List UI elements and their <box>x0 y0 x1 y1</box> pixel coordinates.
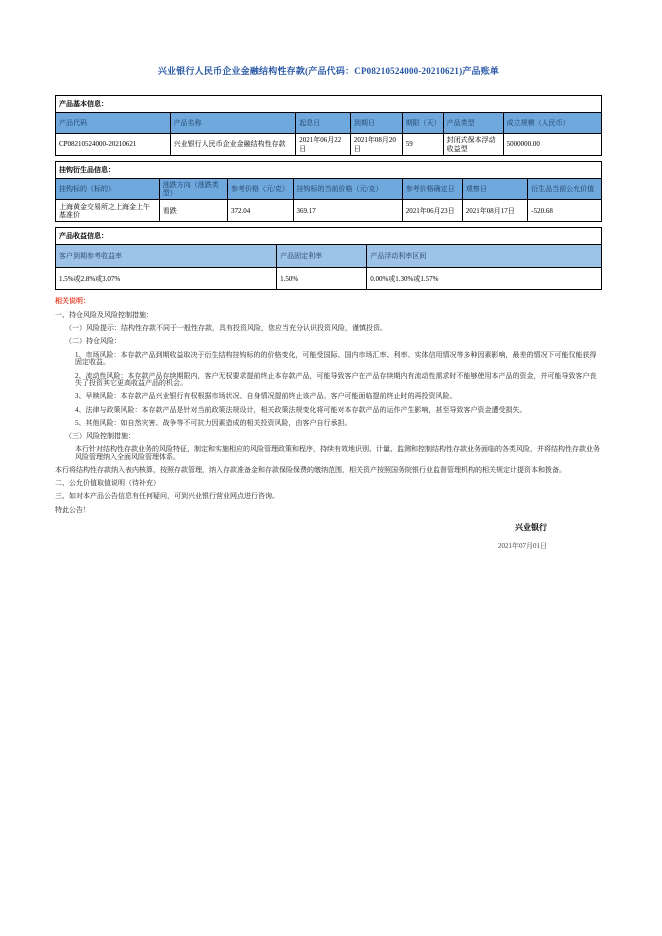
basic-info-term-days: 59 <box>402 134 443 156</box>
note-line: （一）风险提示：结构性存款不同于一般性存款，具有投资风险，您应当充分认识投资风险，谨慎投资。 <box>65 324 387 333</box>
income-header-fixed-rate: 产品固定利率 <box>277 245 367 268</box>
basic-info-product-code: CP08210524000-20210621 <box>56 134 171 156</box>
derivative-underlying: 上海黄金交易所之上海金上午基准价 <box>56 200 160 222</box>
basic-info-header-value-date: 起息日 <box>296 113 351 134</box>
footer-date: 2021年07月01日 <box>498 542 547 551</box>
derivative-current-price: 369.17 <box>293 200 402 222</box>
note-line: 三、如对本产品公告信息有任何疑问，可到兴业银行营业网点进行咨询。 <box>55 492 279 501</box>
note-line: 一、持仓风险及风险控制措施： <box>55 311 153 320</box>
basic-info-header-product-type: 产品类型 <box>443 113 503 134</box>
income-header-reference-yield: 客户到期参考收益率 <box>56 245 277 268</box>
derivative-header-current-price: 挂钩标的当前价格（元/克） <box>293 179 402 200</box>
footer-signature <box>55 522 602 551</box>
derivative-header-fair-value: 衍生品当前公允价值 <box>528 179 602 200</box>
notes-label: 相关说明： <box>55 297 90 306</box>
footer-bank-name: 兴业银行 <box>515 523 547 533</box>
derivative-header-direction: 涨跌方向（涨跌类型） <box>159 179 227 200</box>
note-line: 本行将结构性存款纳入表内核算，按照存款管理，纳入存款准备金和存款保险保费的缴纳范围，相关资产按照国务院银行业监督管理机构的相关规定计提资本和拨备。 <box>55 466 566 475</box>
derivative-info-table <box>55 161 602 222</box>
basic-info-section-title: 产品基本信息： <box>56 96 602 113</box>
page-title: 兴业银行人民币企业金融结构性存款(产品代码：CP08210524000-20210621)产品账单 <box>157 66 500 76</box>
income-reference-yield: 1.5%或2.8%或3.07% <box>56 268 277 290</box>
basic-info-product-name: 兴业银行人民币企业金融结构性存款 <box>170 134 296 156</box>
note-line: 1、市场风险：本存款产品到期收益取决于衍生结构挂钩标的的价格变化，可能受国际、国内市场汇率、利率、实体信用情况等多种因素影响，最差的情况下可能仅能获得固定收益。 <box>75 350 597 367</box>
derivative-header-underlying: 挂钩标的（标的） <box>56 179 160 200</box>
derivative-info-row <box>56 200 602 222</box>
notes-section <box>55 312 602 514</box>
basic-info-header-maturity-date: 到期日 <box>350 113 402 134</box>
derivative-direction: 看跌 <box>159 200 227 222</box>
derivative-header-reference-date: 参考价格确定日 <box>402 179 462 200</box>
derivative-header-reference-price: 参考价格（元/克） <box>227 179 293 200</box>
income-info-table <box>55 227 602 290</box>
income-info-section-title: 产品收益信息： <box>56 228 602 245</box>
note-line: （三）风险控制措施： <box>65 431 135 440</box>
basic-info-value-date: 2021年06月22日 <box>296 134 351 156</box>
income-info-row <box>56 268 602 290</box>
derivative-header-observation-date: 观察日 <box>462 179 528 200</box>
note-line: 2、流动性风险：本存款产品存续期限内，客户无权要求提前终止本存款产品，可能导致客户在产品存续期内有流动性需求时不能够使用本产品的资金，并可能导致客户丧失了投资其它更高收益产品的机会。 <box>75 371 597 388</box>
note-line: 3、早赎风险：本存款产品兴业银行有权根据市场状况、自身情况提前终止该产品。客户可能面临提前终止时的再投资风险。 <box>75 392 457 401</box>
income-floating-range: 0.00%或1.30%或1.57% <box>367 268 602 290</box>
income-header-floating-range: 产品浮动利率区间 <box>367 245 602 268</box>
note-line: 5、其他风险：如自然灾害、战争等不可抗力因素造成的相关投资风险，由客户自行承担。 <box>75 418 352 427</box>
basic-info-header-term-days: 期限（天） <box>402 113 443 134</box>
basic-info-header-product-name: 产品名称 <box>170 113 296 134</box>
basic-info-maturity-date: 2021年08月20日 <box>350 134 402 156</box>
basic-info-table <box>55 95 602 156</box>
basic-info-row <box>56 134 602 156</box>
note-line: 二、公允价值取值说明（待补充） <box>55 479 160 488</box>
derivative-reference-date: 2021年06月23日 <box>402 200 462 222</box>
note-line: 本行针对结构性存款业务的风险特征，制定和实施相应的风险管理政策和程序，持续有效地识别、计量、监测和控制结构性存款业务面临的各类风险，并将结构性存款业务风险管理纳入全面风险管理体系。 <box>75 445 600 461</box>
basic-info-header-scale: 成立规模（人民币） <box>503 113 601 134</box>
derivative-info-section-title: 挂钩衍生品信息： <box>56 162 602 179</box>
note-line: 特此公告！ <box>55 505 90 514</box>
derivative-reference-price: 372.04 <box>227 200 293 222</box>
note-line: 4、法律与政策风险：本存款产品是针对当前政策法规设计，相关政策法规变化将可能对本存款产品的运作产生影响，甚至导致客户资金遭受损失。 <box>75 405 527 414</box>
note-line: （二）持仓风险： <box>65 337 121 346</box>
derivative-fair-value: -520.68 <box>528 200 602 222</box>
derivative-observation-date: 2021年08月17日 <box>462 200 528 222</box>
basic-info-scale: 5000000.00 <box>503 134 601 156</box>
basic-info-product-type: 封闭式保本浮动收益型 <box>443 134 503 156</box>
income-fixed-rate: 1.50% <box>277 268 367 290</box>
basic-info-header-product-code: 产品代码 <box>56 113 171 134</box>
